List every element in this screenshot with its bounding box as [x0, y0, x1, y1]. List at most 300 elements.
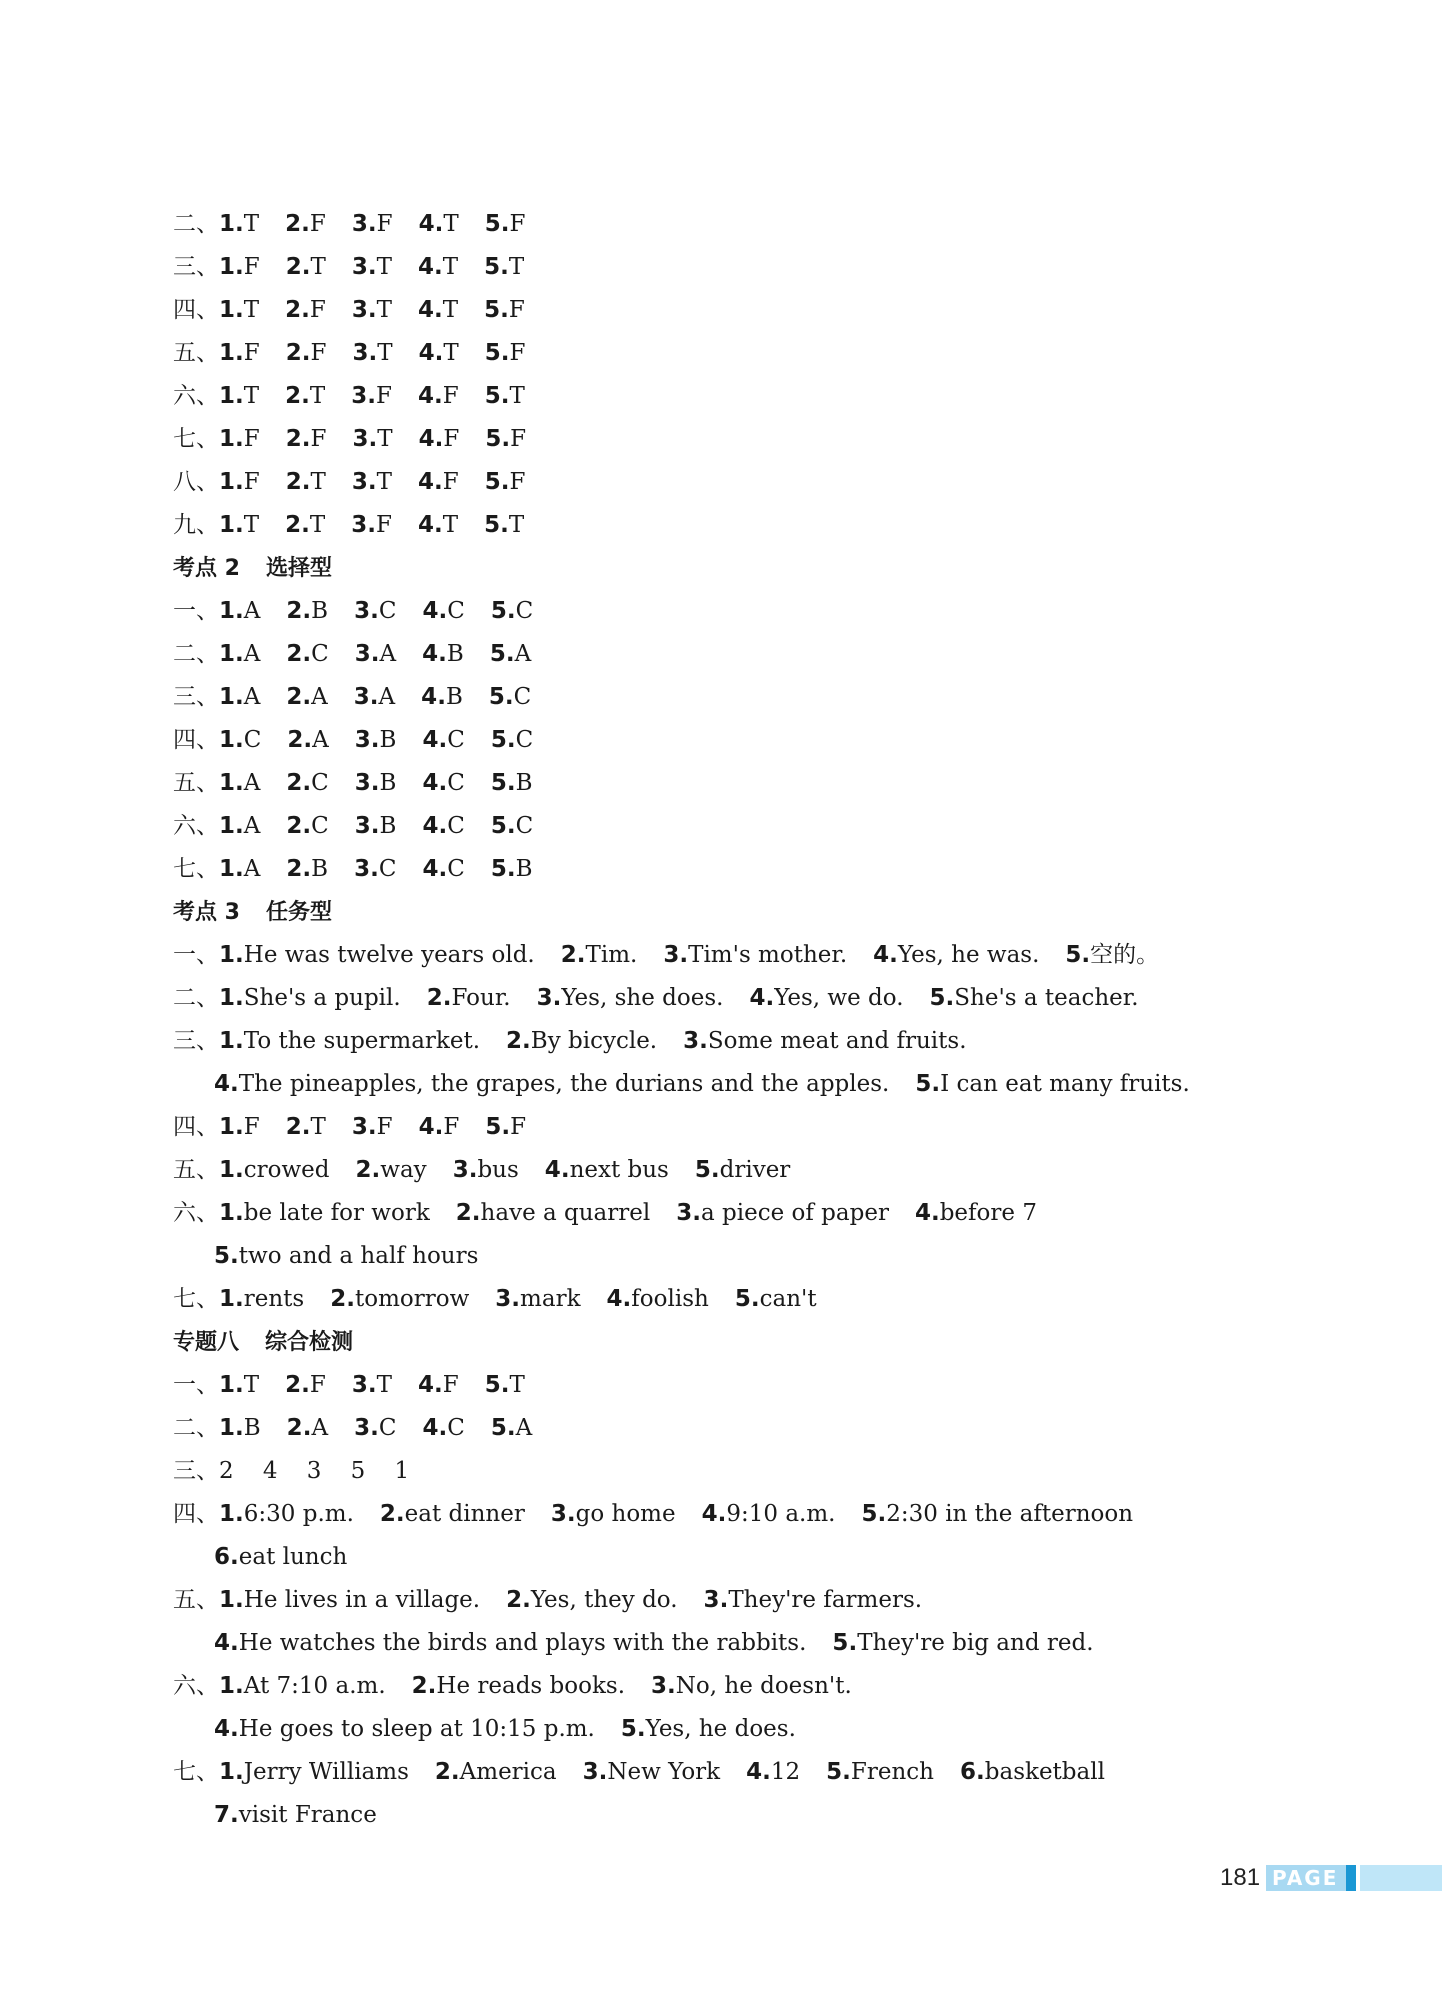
answer-item: [704, 1579, 923, 1622]
answer-text: can't: [759, 1286, 817, 1312]
answer-dot: .: [370, 1415, 379, 1441]
section-label: 专题八: [173, 1330, 240, 1355]
answer-item: [583, 1751, 720, 1794]
answer-text: visit France: [238, 1802, 377, 1828]
answer-number: 5: [484, 211, 501, 237]
answer-text: No, he doesn't.: [675, 1673, 852, 1699]
answer-line: [173, 1278, 1323, 1321]
answer-number: 2: [285, 512, 302, 538]
answer-text: B: [243, 1415, 261, 1441]
answer-dot: .: [438, 1415, 448, 1441]
answer-text: F: [243, 254, 260, 280]
answer-dot: .: [346, 1286, 355, 1312]
answer-dot: .: [438, 727, 448, 753]
answer-number: 4: [914, 1200, 931, 1226]
answer-number: 3: [452, 1157, 469, 1183]
answer-item: [418, 289, 458, 332]
answer-number: 5: [826, 1759, 843, 1785]
answer-dot: .: [500, 1372, 510, 1398]
answer-number: 5: [1065, 942, 1082, 968]
answer-item: [219, 246, 260, 289]
answer-text: Four.: [451, 985, 511, 1011]
answer-item: [490, 633, 531, 676]
answer-dot: .: [522, 1028, 531, 1054]
answer-line: [173, 203, 1323, 246]
answer-number: 2: [506, 1587, 523, 1613]
answer-item: [491, 805, 533, 848]
answer-text: F: [243, 340, 260, 366]
answer-item: [286, 848, 328, 891]
answer-item: [355, 762, 397, 805]
answer-dot: .: [235, 942, 244, 968]
answer-item: [287, 1407, 328, 1450]
answer-dot: .: [506, 770, 516, 796]
answer-item: [286, 1106, 326, 1149]
answer-number: 5: [861, 1501, 878, 1527]
answer-number: 3: [703, 1587, 720, 1613]
answer-item: [418, 246, 458, 289]
answer-line: [173, 246, 1323, 289]
answer-dot: .: [230, 1630, 239, 1656]
answer-text: C: [447, 813, 465, 839]
question-group-number: 八、: [173, 469, 219, 495]
answer-dot: .: [301, 340, 311, 366]
answer-text: 12: [770, 1759, 801, 1785]
answer-number: 1: [219, 512, 236, 538]
section-label: 考点 3: [173, 900, 240, 925]
answer-line: [173, 1579, 1323, 1622]
answer-dot: .: [230, 1243, 239, 1269]
answer-number: 1: [219, 770, 236, 796]
answer-text: B: [446, 641, 464, 667]
answer-number: 2: [286, 641, 303, 667]
answer-item: [352, 418, 392, 461]
answer-number: 2: [287, 727, 304, 753]
answer-text: eat dinner: [404, 1501, 525, 1527]
answer-number: 3: [351, 512, 368, 538]
answer-text: C: [447, 727, 465, 753]
answer-number: 2: [286, 684, 303, 710]
answer-number: 1: [219, 985, 236, 1011]
answer-number: 3: [354, 641, 371, 667]
answer-dot: .: [437, 684, 446, 710]
answer-number: 5: [488, 684, 505, 710]
answer-item: [219, 375, 259, 418]
answer-key: [173, 203, 1323, 1837]
answer-number: 1: [219, 1200, 236, 1226]
answer-dot: .: [301, 1372, 310, 1398]
answer-line: [173, 375, 1323, 418]
answer-number: 3: [352, 340, 369, 366]
answer-text: A: [311, 1415, 329, 1441]
answer-line: [173, 504, 1323, 547]
answer-line: [173, 1235, 1323, 1278]
answer-item: [219, 1579, 480, 1622]
question-group-number: 七、: [173, 426, 219, 452]
answer-dot: .: [235, 1200, 244, 1226]
answer-item: [484, 289, 525, 332]
answer-number: 3: [352, 426, 369, 452]
answer-number: 3: [351, 1114, 368, 1140]
answer-dot: .: [367, 469, 377, 495]
answer-number: 4: [749, 985, 766, 1011]
answer-line: [173, 762, 1323, 805]
answer-item: [485, 418, 526, 461]
answer-item: [663, 934, 847, 977]
answer-text: T: [443, 211, 459, 237]
answer-text: A: [243, 813, 261, 839]
answer-text: T: [376, 469, 392, 495]
answer-item: [826, 1751, 934, 1794]
answer-text: F: [243, 1114, 260, 1140]
answer-number: 4: [422, 856, 439, 882]
answer-item: [695, 1149, 790, 1192]
answer-text: He watches the birds and plays with the rabbits.: [238, 1630, 807, 1656]
question-group-number: 二、: [173, 641, 219, 667]
answer-dot: .: [762, 1759, 771, 1785]
answer-item: [219, 332, 260, 375]
answer-item: [352, 1106, 393, 1149]
answer-dot: .: [438, 598, 448, 624]
answer-text: The pineapples, the grapes, the durians and the apples.: [238, 1071, 890, 1097]
answer-dot: .: [976, 1759, 985, 1785]
answer-dot: .: [235, 641, 244, 667]
answer-number: 4: [214, 1071, 231, 1097]
answer-dot: .: [848, 1630, 858, 1656]
answer-line: [173, 1665, 1323, 1708]
answer-item: [422, 633, 464, 676]
answer-dot: .: [506, 856, 516, 882]
answer-number: 2: [286, 856, 303, 882]
answer-text: C: [515, 598, 534, 624]
answer-dot: .: [302, 813, 312, 839]
answer-text: New York: [607, 1759, 721, 1785]
answer-number: 5: [490, 770, 507, 796]
answer-number: 4: [873, 942, 890, 968]
answer-item: [485, 203, 526, 246]
question-group-number: 九、: [173, 512, 219, 538]
answer-number: 1: [219, 426, 236, 452]
answer-number: 4: [422, 770, 439, 796]
answer-text: B: [515, 770, 533, 796]
answer-number: 3: [351, 254, 368, 280]
answer-dot: .: [945, 985, 955, 1011]
answer-dot: .: [506, 813, 516, 839]
answer-item: [219, 719, 261, 762]
answer-dot: .: [235, 1286, 244, 1312]
answer-text: bus: [477, 1157, 519, 1183]
answer-number: 1: [219, 211, 236, 237]
answer-text: basketball: [984, 1759, 1105, 1785]
answer-text: T: [309, 383, 326, 409]
answer-dot: .: [560, 1157, 570, 1183]
answer-text: T: [442, 512, 459, 538]
answer-number: 2: [285, 383, 302, 409]
answer-line: [173, 1751, 1323, 1794]
answer-line: [173, 1407, 1323, 1450]
question-group-number: 七、: [173, 1759, 219, 1785]
answer-number: 4: [418, 211, 435, 237]
answer-number: 1: [219, 1673, 236, 1699]
answer-dot: .: [500, 254, 509, 280]
answer-dot: .: [500, 512, 509, 538]
answer-text: F: [509, 211, 526, 237]
answer-number: 3: [351, 383, 368, 409]
answer-item: [422, 1407, 464, 1450]
answer-dot: .: [438, 813, 448, 839]
answer-text: C: [311, 641, 329, 667]
answer-text: B: [311, 598, 329, 624]
answer-dot: .: [368, 340, 378, 366]
section-heading: [173, 547, 1323, 590]
answer-item: [354, 1407, 396, 1450]
answer-number: 1: [219, 340, 236, 366]
answer-text: F: [310, 426, 327, 452]
answer-item: [749, 977, 903, 1020]
answer-dot: .: [235, 1372, 244, 1398]
answer-number: 4: [417, 297, 434, 323]
answer-number: 2: [286, 770, 303, 796]
answer-number: 5: [484, 254, 501, 280]
answer-number: 1: [219, 1028, 236, 1054]
answer-number: 5: [484, 340, 501, 366]
answer-number: 2: [434, 1759, 451, 1785]
answer-line: [173, 1149, 1323, 1192]
answer-item: [418, 1364, 459, 1407]
answer-dot: .: [368, 426, 378, 452]
answer-item: [419, 418, 460, 461]
question-group-number: 六、: [173, 1673, 219, 1699]
answer-item: [915, 1192, 1037, 1235]
answer-dot: .: [367, 1114, 377, 1140]
answer-text: Yes, he does.: [645, 1716, 796, 1742]
answer-number: 4: [422, 813, 439, 839]
answer-text: Jerry Williams: [243, 1759, 409, 1785]
answer-number: 7: [214, 1802, 231, 1828]
answer-item: [506, 1020, 657, 1063]
answer-number: 1: [219, 942, 236, 968]
answer-text: A: [514, 641, 532, 667]
answer-number: 1: [219, 641, 236, 667]
answer-number: 3: [663, 942, 680, 968]
answer-text: C: [378, 598, 397, 624]
answer-item: [214, 1708, 595, 1751]
answer-text: C: [447, 856, 465, 882]
answer-dot: .: [434, 1114, 444, 1140]
answer-item: [491, 590, 533, 633]
answer-line: [173, 590, 1323, 633]
answer-item: [418, 375, 459, 418]
answer-dot: .: [501, 1114, 511, 1140]
answer-text: F: [442, 469, 459, 495]
answer-item: [419, 332, 459, 375]
answer-dot: .: [433, 512, 443, 538]
answer-item: [491, 719, 533, 762]
answer-item: [491, 1407, 532, 1450]
answer-item: [286, 332, 327, 375]
answer-text: B: [379, 770, 397, 796]
answer-dot: .: [301, 1114, 311, 1140]
answer-text: To the supermarket.: [243, 1028, 481, 1054]
answer-text: T: [508, 512, 525, 538]
answer-text: F: [309, 1372, 326, 1398]
page-number: 181: [1220, 1864, 1261, 1891]
answer-text: A: [243, 598, 261, 624]
answer-item: [537, 977, 724, 1020]
answer-item: [219, 504, 259, 547]
answer-line: [173, 1020, 1323, 1063]
answer-text: T: [310, 469, 326, 495]
answer-dot: .: [235, 770, 244, 796]
question-group-number: 三、: [173, 684, 219, 710]
answer-item: [422, 590, 464, 633]
answer-dot: .: [679, 942, 689, 968]
answer-dot: .: [301, 383, 310, 409]
answer-number: 5: [929, 985, 946, 1011]
answer-dot: .: [433, 1372, 443, 1398]
page-bar: [1360, 1865, 1442, 1891]
answer-text: F: [376, 1114, 393, 1140]
answer-dot: .: [235, 1028, 244, 1054]
answer-item: [485, 461, 526, 504]
answer-item: [285, 289, 326, 332]
answer-text: America: [459, 1759, 557, 1785]
answer-line: [173, 1622, 1323, 1665]
page-bar-accent: [1346, 1865, 1356, 1891]
question-group-number: 一、: [173, 1372, 219, 1398]
answer-number: 2: [426, 985, 443, 1011]
answer-number: 1: [219, 254, 236, 280]
answer-dot: .: [501, 426, 511, 452]
answer-item: [421, 676, 463, 719]
answer-dot: .: [235, 254, 244, 280]
answer-number: 1: [219, 1286, 236, 1312]
section-title: 选择型: [265, 556, 332, 581]
answer-number: 5: [489, 641, 506, 667]
answer-line: [173, 418, 1323, 461]
question-group-number: 一、: [173, 942, 219, 968]
answer-item: [419, 203, 459, 246]
answer-number: 1: [219, 684, 236, 710]
answer-item: [861, 1493, 1133, 1536]
answer-item: [219, 676, 260, 719]
answer-dot: .: [427, 1673, 437, 1699]
answer-number: 1: [219, 469, 236, 495]
answer-number: 5: [484, 469, 501, 495]
answer-number: 3: [351, 469, 368, 495]
answer-number: 1: [219, 727, 236, 753]
answer-text: T: [243, 383, 260, 409]
answer-dot: .: [889, 942, 898, 968]
answer-item: [219, 1364, 259, 1407]
answer-item: [219, 762, 260, 805]
answer-dot: .: [370, 727, 380, 753]
answer-dot: .: [370, 856, 379, 882]
answer-dot: .: [303, 727, 313, 753]
answer-item: [219, 1020, 480, 1063]
answer-dot: .: [301, 297, 310, 323]
answer-text: She's a teacher.: [954, 985, 1139, 1011]
answer-text: eat lunch: [238, 1544, 348, 1570]
question-group-number: 三、: [173, 1458, 219, 1484]
question-group-number: 七、: [173, 856, 219, 882]
answer-dot: .: [930, 1200, 940, 1226]
answer-item: [219, 805, 260, 848]
answer-number: 1: [219, 1415, 236, 1441]
answer-text: a piece of paper: [700, 1200, 889, 1226]
answer-number: 4: [544, 1157, 561, 1183]
answer-number: 2: [285, 297, 302, 323]
answer-text: A: [243, 856, 261, 882]
answer-line: [173, 1192, 1323, 1235]
answer-dot: .: [302, 1415, 312, 1441]
answer-dot: .: [302, 684, 312, 710]
answer-dot: .: [931, 1071, 941, 1097]
answer-text: He reads books.: [436, 1673, 626, 1699]
answer-text: C: [515, 813, 534, 839]
question-group-number: 五、: [173, 1157, 219, 1183]
answer-text: next bus: [569, 1157, 669, 1183]
answer-dot: .: [765, 985, 775, 1011]
answer-dot: .: [434, 426, 444, 452]
answer-text: two and a half hours: [238, 1243, 479, 1269]
section-title: 综合检测: [265, 1330, 354, 1355]
answer-item: [219, 1751, 409, 1794]
answer-text: tomorrow: [355, 1286, 470, 1312]
question-group-number: 四、: [173, 1501, 219, 1527]
answer-item: [354, 848, 396, 891]
answer-line: [173, 977, 1323, 1020]
answer-text: crowed: [243, 1157, 330, 1183]
answer-dot: .: [367, 297, 377, 323]
answer-dot: .: [235, 856, 244, 882]
answer-item: [551, 1493, 676, 1536]
answer-item: [351, 375, 392, 418]
answer-item: [702, 1493, 836, 1536]
answer-dot: .: [552, 985, 562, 1011]
section-heading: [173, 1321, 1323, 1364]
answer-dot: .: [500, 469, 510, 495]
answer-dot: .: [710, 1157, 720, 1183]
answer-item: [915, 1063, 1189, 1106]
question-group-number: 三、: [173, 1028, 219, 1054]
answer-line: [173, 805, 1323, 848]
answer-number: 4: [422, 1415, 439, 1441]
answer-text: T: [509, 1372, 525, 1398]
answer-dot: .: [230, 1802, 239, 1828]
answer-text: C: [447, 598, 465, 624]
answer-number: 3: [495, 1286, 512, 1312]
answer-dot: .: [230, 1544, 239, 1570]
answer-text: driver: [719, 1157, 791, 1183]
answer-text: foolish: [631, 1286, 709, 1312]
answer-number: 2: [379, 1501, 396, 1527]
answer-dot: .: [450, 1759, 460, 1785]
answer-number: 3: [676, 1200, 693, 1226]
answer-text: F: [510, 1114, 527, 1140]
answer-item: [832, 1622, 1093, 1665]
answer-text: C: [243, 727, 262, 753]
answer-item: [489, 676, 531, 719]
answer-dot: .: [699, 1028, 708, 1054]
answer-number: 2: [411, 1673, 428, 1699]
answer-dot: .: [367, 512, 376, 538]
answer-text: T: [442, 254, 459, 280]
answer-text: By bicycle.: [530, 1028, 658, 1054]
answer-text: go home: [575, 1501, 676, 1527]
answer-dot: .: [370, 641, 380, 667]
answer-dot: .: [598, 1759, 608, 1785]
